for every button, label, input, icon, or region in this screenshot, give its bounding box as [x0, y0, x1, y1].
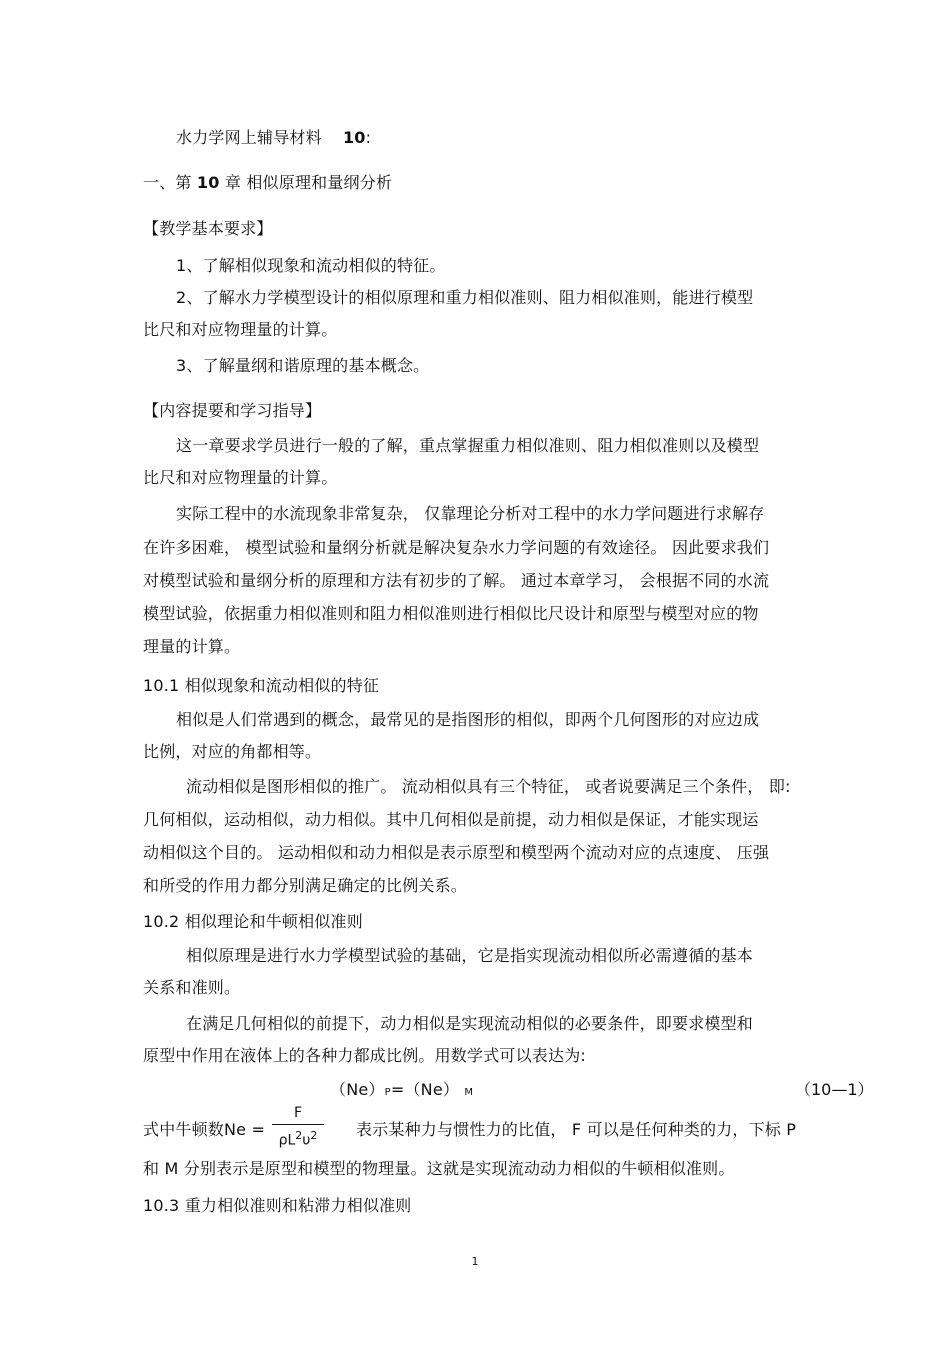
page-number: 1	[471, 1255, 479, 1268]
paragraph-line: 几何相似，运动相似，动力相似。其中几何相似是前提，动力相似是保证，才能实现运	[143, 810, 759, 829]
fraction-numerator: F	[293, 1105, 303, 1121]
requirement-item: 3、了解量纲和谐原理的基本概念。	[176, 356, 430, 375]
fraction-denominator: $\rho L^2\upsilon^2$	[278, 1129, 318, 1149]
definition-suffix: 表示某种力与惯性力的比值， F 可以是任何种类的力，下标 P	[356, 1120, 797, 1139]
paragraph-line: 比尺和对应物理量的计算。	[143, 468, 338, 487]
section-heading: 10.1 相似现象和流动相似的特征	[143, 676, 380, 695]
requirements-heading: 【教学基本要求】	[143, 219, 273, 238]
paragraph-line: 相似原理是进行水力学模型试验的基础，它是指实现流动相似所必需遵循的基本	[186, 946, 754, 965]
paragraph-line: 比例，对应的角都相等。	[143, 742, 322, 761]
paragraph-line: 流动相似是图形相似的推广。 流动相似具有三个特征， 或者说要满足三个条件， 即:	[186, 777, 791, 796]
paragraph-line: 原型中作用在液体上的各种力都成比例。用数学式可以表达为:	[143, 1046, 586, 1065]
paragraph-line: 实际工程中的水流现象非常复杂， 仅靠理论分析对工程中的水力学问题进行求解存	[176, 504, 765, 523]
equation-number: （10—1）	[795, 1080, 874, 1099]
document-title: 水力学网上辅导材料 10:	[176, 128, 372, 147]
requirement-item: 2、了解水力学模型设计的相似原理和重力相似准则、阻力相似准则，能进行模型	[176, 288, 754, 307]
section-heading: 10.2 相似理论和牛顿相似准则	[143, 912, 363, 931]
fraction-bar	[272, 1124, 324, 1125]
paragraph-line: 关系和准则。	[143, 978, 241, 997]
paragraph-line: 理量的计算。	[143, 637, 241, 656]
equation-10-1: （Ne）P=（Ne） M	[330, 1080, 474, 1099]
paragraph-line: 模型试验，依据重力相似准则和阻力相似准则进行相似比尺设计和原型与模型对应的物	[143, 604, 759, 623]
paragraph-line: 对模型试验和量纲分析的原理和方法有初步的了解。 通过本章学习， 会根据不同的水流	[143, 571, 770, 590]
content-heading: 【内容提要和学习指导】	[143, 401, 322, 420]
requirement-item-cont: 比尺和对应物理量的计算。	[143, 320, 338, 339]
paragraph-line: 在满足几何相似的前提下，动力相似是实现流动相似的必要条件，即要求模型和	[186, 1014, 754, 1033]
section-heading: 10.3 重力相似准则和粘滞力相似准则	[143, 1196, 412, 1215]
chapter-heading: 一、第 10 章 相似原理和量纲分析	[143, 173, 393, 192]
paragraph-line: 动相似这个目的。 运动相似和动力相似是表示原型和模型两个流动对应的点速度、 压强	[143, 843, 770, 862]
paragraph-line: 这一章要求学员进行一般的了解，重点掌握重力相似准则、阻力相似准则以及模型	[176, 436, 760, 455]
newton-number-fraction	[272, 1105, 324, 1150]
requirement-item: 1、了解相似现象和流动相似的特征。	[176, 256, 446, 275]
definition-prefix: 式中牛顿数Ne =	[143, 1120, 266, 1139]
paragraph-line: 在许多困难， 模型试验和量纲分析就是解决复杂水力学问题的有效途径。 因此要求我们	[143, 538, 770, 557]
paragraph-line: 和 M 分别表示是原型和模型的物理量。这就是实现流动动力相似的牛顿相似准则。	[143, 1159, 735, 1178]
paragraph-line: 相似是人们常遇到的概念，最常见的是指图形的相似，即两个几何图形的对应边成	[176, 710, 760, 729]
paragraph-line: 和所受的作用力都分别满足确定的比例关系。	[143, 876, 468, 895]
